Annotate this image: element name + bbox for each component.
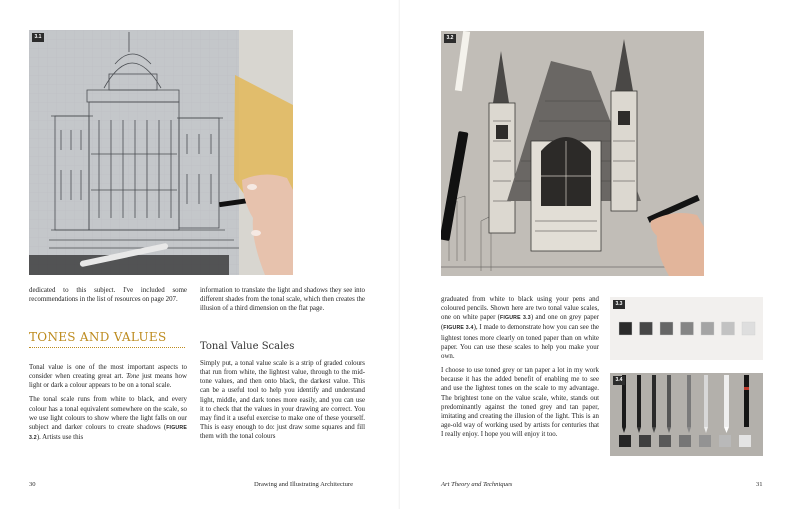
tonal-swatch <box>640 322 653 335</box>
figure-reference-3-3: FIGURE 3.3 <box>499 315 531 322</box>
tonal-swatch <box>742 322 755 335</box>
figure-label-3-3: 3.3 <box>613 300 625 309</box>
page-number-left: 30 <box>29 481 36 488</box>
right-page <box>400 0 800 509</box>
paragraph-tonal-value-intro: Tonal value is one of the most important aspects to consider when creating great art. Tone just means how light or dark a colour appears to be on a tonal scale. <box>29 364 187 390</box>
left-column-1-body <box>29 363 187 448</box>
tonal-swatch <box>701 322 714 335</box>
tonal-swatch <box>659 435 671 447</box>
figure-3-3-tonal-scale-white-paper <box>610 297 763 360</box>
architecture-sketch-illustration <box>29 30 293 275</box>
tonal-swatch <box>681 322 694 335</box>
left-column-1-top <box>29 286 187 309</box>
tonal-swatch <box>639 435 651 447</box>
figure-label-3-4: 3.4 <box>613 376 625 385</box>
tonal-swatch <box>719 435 731 447</box>
paragraph-illusion-third-dimension: information to translate the light and shadows they see into different shades from the tonal scale, which then creates the illusion of a third dimension on the flat page. <box>200 287 365 313</box>
section-heading-rule <box>29 347 185 348</box>
left-column-2-top <box>200 286 365 318</box>
figure-label-3-2: 3.2 <box>444 34 456 43</box>
figure-label-3-1: 3.1 <box>32 33 44 42</box>
figure-3-4-tonal-scale-grey-paper <box>610 373 763 456</box>
tonal-swatch <box>660 322 673 335</box>
pencil-set <box>622 375 749 433</box>
section-heading-tones-and-values: TONES AND VALUES <box>29 330 167 344</box>
page-number-right: 31 <box>756 481 763 488</box>
tonal-swatch <box>619 435 631 447</box>
figure-reference-3-2: FIGURE 3.2 <box>29 424 187 442</box>
subheading-tonal-value-scales: Tonal Value Scales <box>200 341 295 352</box>
figure-3-1-photo <box>29 30 293 275</box>
left-column-2-body <box>200 359 365 446</box>
tonal-swatch <box>699 435 711 447</box>
figure-reference-3-4: FIGURE 3.4 <box>443 325 474 332</box>
running-title-right: Art Theory and Techniques <box>441 481 513 488</box>
tonal-swatch <box>722 322 735 335</box>
pencils-and-tonal-scale-grey <box>610 373 763 456</box>
right-column-body <box>441 295 599 444</box>
paragraph-toned-paper: I choose to use toned grey or tan paper a lot in my work because it has the added benefit of enabling me to see and use the lightest tones on the scale to my advantage. The brightest tone on the value scale, white, stands out predominantly against the toned grey and tan paper, imitating and creating the illusion of the light. This is an age-old way of working used by artists for centuries that I really enjoy. I hope you will enjoy it too. <box>441 367 599 439</box>
paragraph-tonal-value-scale-definition: Simply put, a tonal value scale is a strip of graded colours that run from white, the lightest value, through to the mid-tone values, and then onto black, the darkest value. This can be a useful tool to help you identify and understand light, middle, and dark tones more easily, and you can use it to check that the values in your drawing are correct. You may find it a useful exercise to make one of these yourself. This is easy enough to do: just draw some squares and fill them with the tonal colours <box>200 360 365 441</box>
emphasis-tone: Tone <box>126 373 140 381</box>
paragraph-continued: dedicated to this subject. I've included some recommendations in the list of resources on page 207. <box>29 287 187 304</box>
running-title-left: Drawing and Illustrating Architecture <box>254 481 354 488</box>
tonal-swatch <box>619 322 632 335</box>
paragraph-tonal-scale: The tonal scale runs from white to black, and every colour has a tonal equivalent somewhere on the scale, so we use light colours to show where the light falls on our subject and darker colours to create shadows (FIGURE 3.2). Artists use this <box>29 396 187 442</box>
tonal-scale-swatches-white <box>610 297 763 360</box>
tonal-swatch <box>679 435 691 447</box>
paragraph-tonal-scales-shown: graduated from white to black using your pens and coloured pencils. Shown here are two tonal value scales, one on white paper (FIGURE 3.3) and one on grey paper (FIGURE 3.4), I made to demonstrate how you can see the lightest tones more clearly on toned paper than on white paper. You can use these scales to help you make your own. <box>441 296 599 360</box>
tonal-swatch <box>739 435 751 447</box>
figure-3-2-photo <box>441 31 704 276</box>
gothic-tower-drawing-illustration <box>441 31 704 276</box>
